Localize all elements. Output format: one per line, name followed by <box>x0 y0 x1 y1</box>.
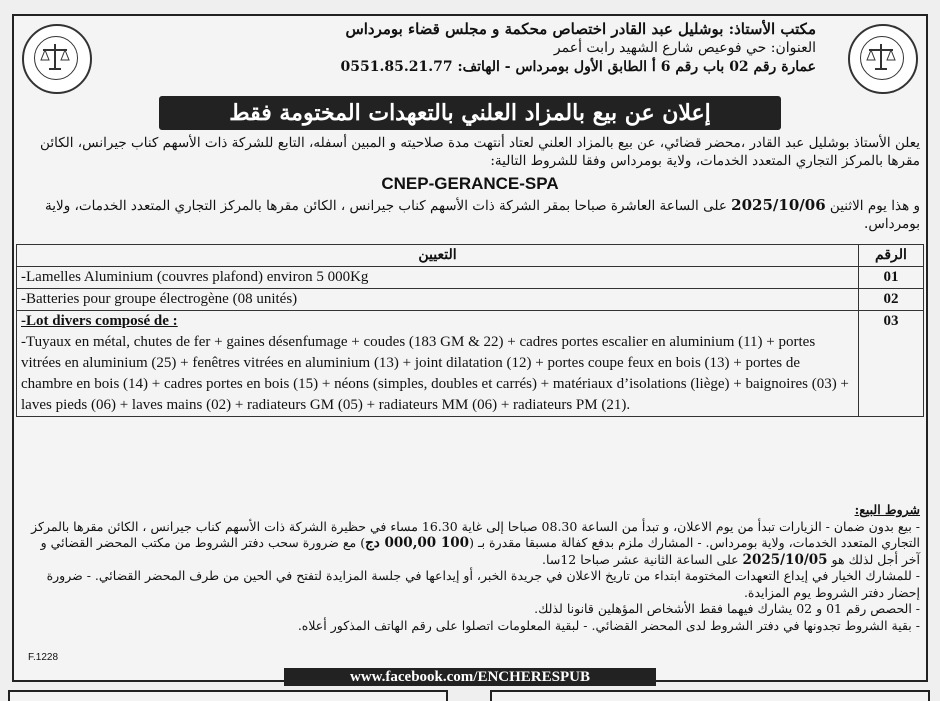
lot-designation <box>17 311 859 417</box>
lot-designation: -Lamelles Aluminium (couvres plafond) environ 5 000Kg <box>17 267 859 289</box>
table-row <box>17 311 924 417</box>
lot-number: 03 <box>859 311 924 417</box>
conditions-title: شروط البيع: <box>854 502 920 517</box>
auction-date-paragraph <box>20 196 920 233</box>
sale-conditions <box>20 502 920 634</box>
address-line: العنوان: حي فوعيص شارع الشهيد رابت أعمر <box>553 40 816 56</box>
table-row <box>17 289 924 311</box>
lots-table <box>16 244 924 417</box>
deposit-amount: 100 000,00 دج <box>365 535 470 551</box>
scales-icon <box>39 42 71 72</box>
lot-number: 01 <box>859 267 924 289</box>
table-row <box>17 267 924 289</box>
date-before-text: و هذا يوم الاثنين <box>829 198 920 214</box>
designation-header: التعيين <box>17 245 859 267</box>
lot-designation: -Batteries pour groupe électrogène (08 unités) <box>17 289 859 311</box>
scales-icon <box>865 42 897 72</box>
building-phone-line: عمارة رقم 02 باب رقم 6 أ الطابق الأول بومرداس - الهاتف: 0551.85.21.77 <box>340 59 816 75</box>
lot-details: -Tuyaux en métal, chutes de fer + gaines désenfumage + coudes (183 GM & 22) + cadres portes escalier en aluminium (11) + portes vitrées en aluminium (25) + fenêtres vitrées en aluminium (13) + joint dilatation (12) + portes coupe feux en bois (13) + portes de chambre en bois (14) + cadres portes en bois (15) + néons (simples, doubles et carrés) + matériaux d’isolations (liège) + baignoires (03) + laves pieds (06) + laves mains (02) + radiateurs GM (05) + radiateurs MM (06) + radiateurs PM (21). <box>21 334 849 413</box>
condition-item: - الحصص رقم 01 و 02 يشارك فيهما فقط الأشخاص المؤهلين قانونا لذلك. <box>534 601 920 616</box>
header <box>14 16 926 96</box>
next-ad-box-right <box>490 690 930 701</box>
company-name: CNEP-GERANCE-SPA <box>381 174 559 193</box>
lot-title: -Lot divers composé de : <box>21 313 178 329</box>
reference-code: F.1228 <box>28 652 59 663</box>
deadline-date: 2025/10/05 <box>742 551 828 568</box>
condition-item: - بقية الشروط تجدونها في دفتر الشروط لدى المحضر القضائي. - لبقية المعلومات اتصلوا على رقم الهاتف المذكور أعلاه. <box>297 617 920 633</box>
lot-number: 02 <box>859 289 924 311</box>
condition-text: - بيع بدون ضمان - الزيارات تبدأ من يوم الاعلان، و تبدأ من الساعة 08.30 صباحا إلى غاية 16.30 مساء في حظيرة الشركة ذات الأسهم كناب جيرانس ، الكائن مقرها بالمركز التجاري المتعدد الخدمات، ولاية بومرداس. - المشارك ملزم بدفع كفالة مسبقا مقدرة بـ <box>31 518 920 550</box>
condition-text: على الساعة الثانية عشر صباحا 12سا. <box>542 551 739 567</box>
next-ad-box-left <box>8 690 448 701</box>
condition-item: - بيع بدون ضمان - الزيارات تبدأ من يوم الاعلان، و تبدأ من الساعة 08.30 صباحا إلى غاية 16.30 مساء في حظيرة الشركة ذات الأسهم كناب جيرانس ، الكائن مقرها بالمركز التجاري المتعدد الخدمات، ولاية بومرداس. - المشارك ملزم بدفع كفالة مسبقا مقدرة بـ (100 000,00 دج) مع ضرورة سحب دفتر الشروط من مكتب المحضر القضائي و آخر أجل لذلك هو 2025/10/05 على الساعة الثانية عشر صباحا 12سا. <box>31 518 920 568</box>
justice-seal-left <box>22 24 92 94</box>
condition-text: مع ضرورة سحب دفتر الشروط من مكتب المحضر القضائي و آخر أجل لذلك هو <box>40 535 920 567</box>
condition-item: - للمشارك الخيار في إيداع التعهدات المختومة ابتداء من تاريخ الاعلان في جريدة الخبر، أو إيداعها في جلسة المزايدة لتفتح في الحين من طرف المحضر القضائي. - ضرورة إحضار دفتر الشروط يوم المزايدة. <box>46 568 920 600</box>
table-header-row <box>17 245 924 267</box>
date-after-text: على الساعة العاشرة صباحا بمقر الشركة ذات الأسهم كناب جيرانس ، الكائن مقرها بالمركز التجاري المتعدد الخدمات، ولاية بومرداس. <box>45 198 920 232</box>
office-line: مكتب الأستاذ: بوشليل عبد القادر اختصاص محكمة و مجلس قضاء بومرداس <box>345 20 816 38</box>
announcement-banner: إعلان عن بيع بالمزاد العلني بالتعهدات المختومة فقط <box>159 96 781 130</box>
announcement-frame <box>12 14 928 685</box>
footer-link[interactable]: www.facebook.com/ENCHERESPUB <box>284 668 656 686</box>
intro-paragraph: يعلن الأستاذ بوشليل عبد القادر ،محضر قضائي، عن بيع بالمزاد العلني لعتاد أنتهت مدة صلاحيته و المبين أسفله، التابع للشركة ذات الأسهم كناب جيرانس، الكائن مقرها بالمركز التجاري المتعدد الخدمات، ولاية بومرداس وفقا للشروط التالية: <box>40 135 920 169</box>
justice-seal-right <box>848 24 918 94</box>
auction-date: 2025/10/06 <box>731 196 826 214</box>
number-header: الرقم <box>859 245 924 267</box>
office-info <box>124 20 816 77</box>
